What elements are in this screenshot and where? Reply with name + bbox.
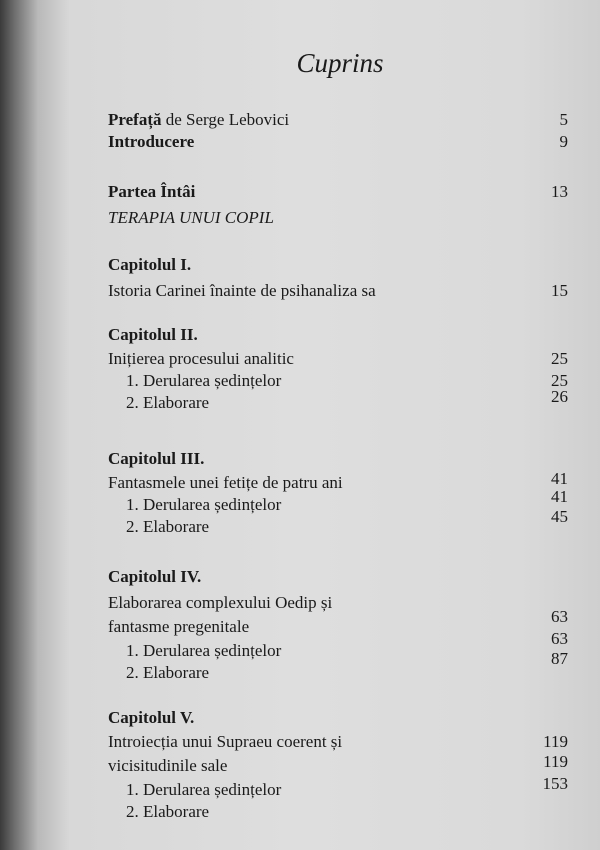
page-number: 5 xyxy=(559,110,568,129)
page-number: 9 xyxy=(559,132,568,151)
part-one xyxy=(108,181,568,229)
chapter-5 xyxy=(108,707,568,823)
section-item xyxy=(108,801,568,823)
page-number: 26 xyxy=(551,387,568,406)
section-label: 2. Elaborare xyxy=(126,802,210,821)
page-number: 13 xyxy=(551,182,568,201)
chapter-title: Fantasmele unei fetițe de patru ani xyxy=(108,473,343,492)
page-number: 153 xyxy=(542,774,568,793)
section-label: 1. Derularea ședințelor xyxy=(126,371,282,390)
chapter-heading: Capitolul V. xyxy=(108,708,195,727)
section-label: 2. Elaborare xyxy=(126,517,210,536)
page-number: 15 xyxy=(551,281,568,300)
section-item xyxy=(108,387,568,414)
chapter-1 xyxy=(108,254,568,302)
section-label: 2. Elaborare xyxy=(126,393,210,412)
chapter-heading: Capitolul III. xyxy=(108,449,205,468)
section-item xyxy=(108,507,568,538)
page-number: 41 xyxy=(551,487,568,506)
page-number: 41 xyxy=(551,469,568,488)
introducere-label: Introducere xyxy=(108,132,195,151)
chapter-heading: Capitolul I. xyxy=(108,255,192,274)
part-heading: Partea Întâi xyxy=(108,182,196,201)
section-label: 2. Elaborare xyxy=(126,663,210,682)
chapter-title-line-2: fantasme pregenitale xyxy=(108,617,250,636)
chapter-title-row xyxy=(108,348,568,370)
chapter-2 xyxy=(108,324,568,414)
prefata-author: de Serge Lebovici xyxy=(161,110,290,129)
page-number: 63 xyxy=(551,629,568,648)
chapter-title-row xyxy=(108,469,568,494)
front-matter xyxy=(108,109,568,153)
section-item xyxy=(108,629,568,662)
part-subtitle: TERAPIA UNUI COPIL xyxy=(108,208,274,227)
chapter-title-row xyxy=(108,607,568,638)
section-label: 1. Derularea ședințelor xyxy=(126,641,282,660)
chapter-heading: Capitolul IV. xyxy=(108,567,202,586)
chapter-3 xyxy=(108,448,568,538)
chapter-title-line-2: vicisitudinile sale xyxy=(108,756,228,775)
chapter-title-line-1: Elaborarea complexului Oedip și xyxy=(108,593,333,612)
page-number: 119 xyxy=(543,752,568,771)
toc-entry-introducere xyxy=(108,131,568,153)
section-item xyxy=(108,370,568,392)
chapter-title-row xyxy=(108,731,568,753)
chapter-title-row-2 xyxy=(108,752,568,777)
page-number: 25 xyxy=(551,349,568,368)
chapter-title-row xyxy=(108,280,568,302)
section-label: 1. Derularea ședințelor xyxy=(126,780,282,799)
page-number: 119 xyxy=(543,732,568,751)
page-number: 87 xyxy=(551,649,568,668)
toc-entry-prefata xyxy=(108,109,568,131)
chapter-title: Istoria Carinei înainte de psihanaliza sa xyxy=(108,281,376,300)
chapter-heading: Capitolul II. xyxy=(108,325,198,344)
prefata-label: Prefață xyxy=(108,110,162,129)
section-item xyxy=(108,774,568,801)
page-title: Cuprins xyxy=(296,48,384,78)
page-number: 45 xyxy=(551,507,568,526)
chapter-4 xyxy=(108,566,568,684)
section-item xyxy=(108,487,568,516)
page-number: 63 xyxy=(551,607,568,626)
chapter-title: Inițierea procesului analitic xyxy=(108,349,294,368)
part-heading-row xyxy=(108,181,568,203)
chapter-title-line-1: Introiecția unui Supraeu coerent și xyxy=(108,732,343,751)
page-number: 25 xyxy=(551,371,568,390)
section-label: 1. Derularea ședințelor xyxy=(126,495,282,514)
